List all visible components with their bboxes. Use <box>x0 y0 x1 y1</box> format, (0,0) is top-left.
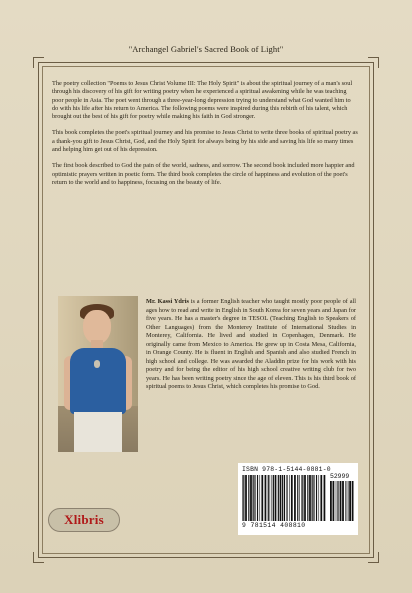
barcode-bar <box>348 481 349 521</box>
barcode-bar <box>275 475 277 521</box>
barcode-bar <box>282 475 283 521</box>
barcode-bar <box>261 475 263 521</box>
description-paragraph-1: The poetry collection "Poems to Jesus Christ Volume III: The Holy Spirit" is about the spiritual journey of a man's soul through his discovery of his gift for writing poetry when he experienced a spiritual awakening while he was teaching poor people in Asia. The poet went through a three-year-long depression trying to understand what God wanted him to do with his life after his return to America. The following poems were inspired during this rebirth of his talent, which brought out the best of his gift for poetry while making his faith in God stronger. <box>52 80 353 121</box>
frame-corner-ornament <box>33 57 44 68</box>
barcode-bar <box>259 475 260 521</box>
author-bio-text: is a former English teacher who taught mostly poor people of all ages how to read and write in English in South Korea for seven years and Japan for five years. He has a master's degree in TESOL (Teaching English to Speakers of Other Languages) from the Monterey Institute of International Studies in Monterey, California. He lived and studied in Copenhagen, Denmark. He originally came from Mexico to America. He grew up in Costa Mesa, California, in Orange County. He is fluent in English and Spanish and also studied French in high school and college. He was awarded the Aladdin prize for his work with his poetry and for being the editor of his high school creative writing club for two years. He has been writing poetry since the age of eleven. This is his third book of spiritual poems to Jesus Christ, which completes his promise to God. <box>146 298 356 390</box>
barcode-bar <box>294 475 296 521</box>
barcode-bars <box>242 475 326 521</box>
publisher-logo <box>48 508 120 532</box>
barcode-bar <box>316 475 317 521</box>
barcode-bar <box>330 481 332 521</box>
barcode-bar <box>336 481 337 521</box>
barcode-bar <box>291 475 293 521</box>
barcode-bar <box>342 481 344 521</box>
barcode-bar <box>245 475 247 521</box>
barcode-bar <box>352 481 354 521</box>
barcode-bar <box>347 481 348 521</box>
barcode-bar <box>289 475 290 521</box>
barcode-bar <box>338 481 339 521</box>
book-title-quote: "Archangel Gabriel's Sacred Book of Light" <box>128 44 284 54</box>
isbn-barcode <box>238 463 358 535</box>
barcode-bar <box>318 475 319 521</box>
author-bio <box>146 298 356 392</box>
author-photo <box>58 296 138 452</box>
barcode-bar <box>257 475 258 521</box>
barcode-bar <box>301 475 302 521</box>
description-paragraph-3: The first book described to God the pain of the world, sadness, and sorrow. The second book included more happier and optimistic prayers written in poetic form. The third book completes the circle of happiness and evolution of the poet's return to the world and to happiness, focusing on the beauty of life. <box>52 162 355 186</box>
barcode-bar <box>280 475 282 521</box>
barcode-bar <box>278 475 279 521</box>
barcode-bar <box>320 475 322 521</box>
barcode-bar <box>253 475 254 521</box>
barcode-bar <box>324 475 326 521</box>
frame-corner-ornament <box>368 57 379 68</box>
pendant-icon <box>94 360 100 368</box>
barcode-bar <box>307 475 308 521</box>
barcode-bar <box>248 475 249 521</box>
barcode-bar <box>313 475 314 521</box>
barcode-bar <box>345 481 346 521</box>
barcode-bar <box>273 475 274 521</box>
barcode-bar <box>312 475 313 521</box>
barcode-bar <box>340 481 342 521</box>
barcode-addon-bars <box>330 481 354 521</box>
isbn-number: ISBN 978-1-5144-0881-0 <box>242 466 331 473</box>
barcode-bar <box>333 481 335 521</box>
barcode-bar <box>254 475 255 521</box>
barcode-bar <box>265 475 267 521</box>
book-description <box>52 80 358 195</box>
barcode-bar <box>337 481 338 521</box>
barcode-bar <box>286 475 287 521</box>
barcode-bar <box>309 475 311 521</box>
author-name: Mr. Kassi Ydris <box>146 298 189 305</box>
barcode-bar <box>242 475 243 521</box>
barcode-bar <box>297 475 298 521</box>
barcode-bar <box>268 475 269 521</box>
barcode-bar <box>284 475 285 521</box>
frame-corner-ornament <box>368 552 379 563</box>
barcode-bar <box>271 475 272 521</box>
frame-corner-ornament <box>33 552 44 563</box>
barcode-bar <box>243 475 244 521</box>
barcode-bar <box>299 475 300 521</box>
publisher-name: Xlibris <box>64 512 104 527</box>
barcode-bar <box>349 481 351 521</box>
barcode-bar <box>250 475 252 521</box>
barcode-bar <box>304 475 306 521</box>
barcode-digits: 9 781514 408810 <box>242 522 306 529</box>
description-paragraph-2: This book completes the poet's spiritual journey and his promise to Jesus Christ to write three books of spiritual poetry as a thank-you gift to Jesus Christ, God, and the Holy Spirit for always being by his side and saving his life so many times and helping him get out of his depression. <box>52 129 358 154</box>
barcode-bar <box>302 475 303 521</box>
barcode-addon-number: 52999 <box>330 473 350 480</box>
barcode-bar <box>270 475 271 521</box>
